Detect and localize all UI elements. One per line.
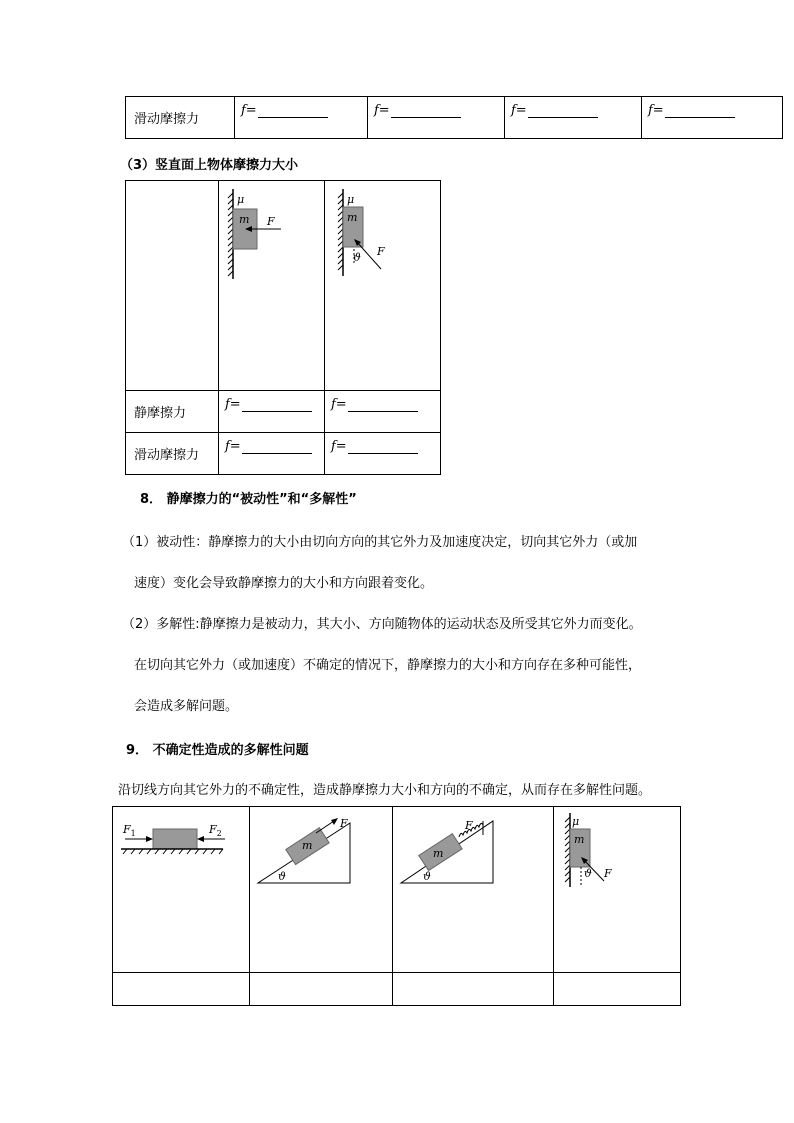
friction-cell — [219, 391, 325, 433]
diagram-cell-horizontal-forces — [113, 807, 250, 973]
angle-label: ϑ — [423, 870, 431, 883]
friction-cell — [505, 97, 642, 139]
table-multi-solution — [112, 806, 681, 1006]
section9-title: 9． 不确定性造成的多解性问题 — [126, 743, 309, 758]
force2-label: $F_2$ — [209, 823, 222, 838]
section3-title: （3）竖直面上物体摩擦力大小 — [120, 158, 299, 173]
force-label: F — [465, 819, 473, 832]
f-equals: f= — [241, 103, 257, 118]
friction-cell — [219, 433, 325, 475]
angle-label: ϑ — [278, 870, 286, 883]
wall-block-horizontal-diagram — [219, 181, 324, 281]
force-label: F — [377, 245, 385, 258]
mass-label: m — [302, 839, 313, 852]
friction-cell — [368, 97, 505, 139]
answer-cell[interactable] — [250, 973, 393, 1006]
mu-label: μ — [572, 815, 580, 828]
table-vertical-friction — [125, 180, 441, 475]
paragraph: 沿切线方向其它外力的不确定性，造成静摩擦力大小和方向的不确定，从而存在多解性问题。 — [118, 783, 652, 798]
blank-line — [665, 107, 735, 118]
empty-cell — [126, 181, 219, 391]
f-equals: f= — [225, 439, 241, 454]
mu-label: μ — [237, 193, 245, 206]
f-equals: f= — [331, 439, 347, 454]
diagram-cell-angled-force — [325, 181, 441, 391]
answer-cell[interactable] — [554, 973, 681, 1006]
f-equals: f= — [648, 103, 664, 118]
paragraph: 会造成多解问题。 — [134, 699, 239, 714]
diagram-cell-incline-spring — [393, 807, 554, 973]
f-equals: f= — [374, 103, 390, 118]
sliding-friction-label: 滑动摩擦力 — [126, 433, 219, 475]
incline-spring-diagram — [393, 807, 553, 887]
diagram-cell-incline-force — [250, 807, 393, 973]
incline-force-diagram — [250, 807, 392, 887]
f-equals: f= — [225, 397, 241, 412]
force-label: F — [267, 215, 275, 228]
blank-line — [391, 107, 461, 118]
f-equals: f= — [331, 397, 347, 412]
blank-line — [242, 401, 312, 412]
force-label: F — [340, 817, 348, 830]
blank-line — [528, 107, 598, 118]
angle-label: ϑ — [353, 251, 361, 264]
answer-cell[interactable] — [393, 973, 554, 1006]
blank-line — [348, 401, 418, 412]
friction-cell — [235, 97, 368, 139]
diagram-cell-horizontal-force — [219, 181, 325, 391]
mass-label: m — [574, 833, 585, 846]
angle-label: ϑ — [584, 867, 592, 880]
paragraph: 在切向其它外力（或加速度）不确定的情况下，静摩擦力的大小和方向存在多种可能性， — [134, 658, 642, 673]
mu-label: μ — [347, 193, 355, 206]
f-equals: f= — [511, 103, 527, 118]
friction-cell — [325, 391, 441, 433]
blank-line — [242, 443, 312, 454]
answer-cell[interactable] — [113, 973, 250, 1006]
friction-cell — [325, 433, 441, 475]
static-friction-label: 静摩擦力 — [126, 391, 219, 433]
force-label: F — [604, 867, 612, 880]
mass-label: m — [347, 211, 358, 224]
diagram-cell-wall-angled — [554, 807, 681, 973]
block-two-forces-diagram — [113, 807, 249, 867]
row-label: 滑动摩擦力 — [126, 97, 235, 139]
wall-block-angled-diagram — [325, 181, 440, 281]
paragraph: （1）被动性：静摩擦力的大小由切向方向的其它外力及加速度决定，切向其它外力（或加 — [122, 535, 638, 550]
paragraph: （2）多解性:静摩擦力是被动力，其大小、方向随物体的运动状态及所受其它外力而变化。 — [122, 617, 642, 632]
blank-line — [348, 443, 418, 454]
blank-line — [258, 107, 328, 118]
mass-label: m — [239, 213, 250, 226]
table-sliding-friction-top — [125, 96, 783, 139]
mass-label: m — [433, 847, 444, 860]
paragraph: 速度）变化会导致静摩擦力的大小和方向跟着变化。 — [134, 576, 434, 591]
friction-cell — [642, 97, 783, 139]
force1-label: $F_1$ — [123, 823, 136, 838]
wall-block-angled-diagram — [554, 807, 680, 887]
section8-title: 8． 静摩擦力的“被动性”和“多解性” — [140, 492, 357, 507]
